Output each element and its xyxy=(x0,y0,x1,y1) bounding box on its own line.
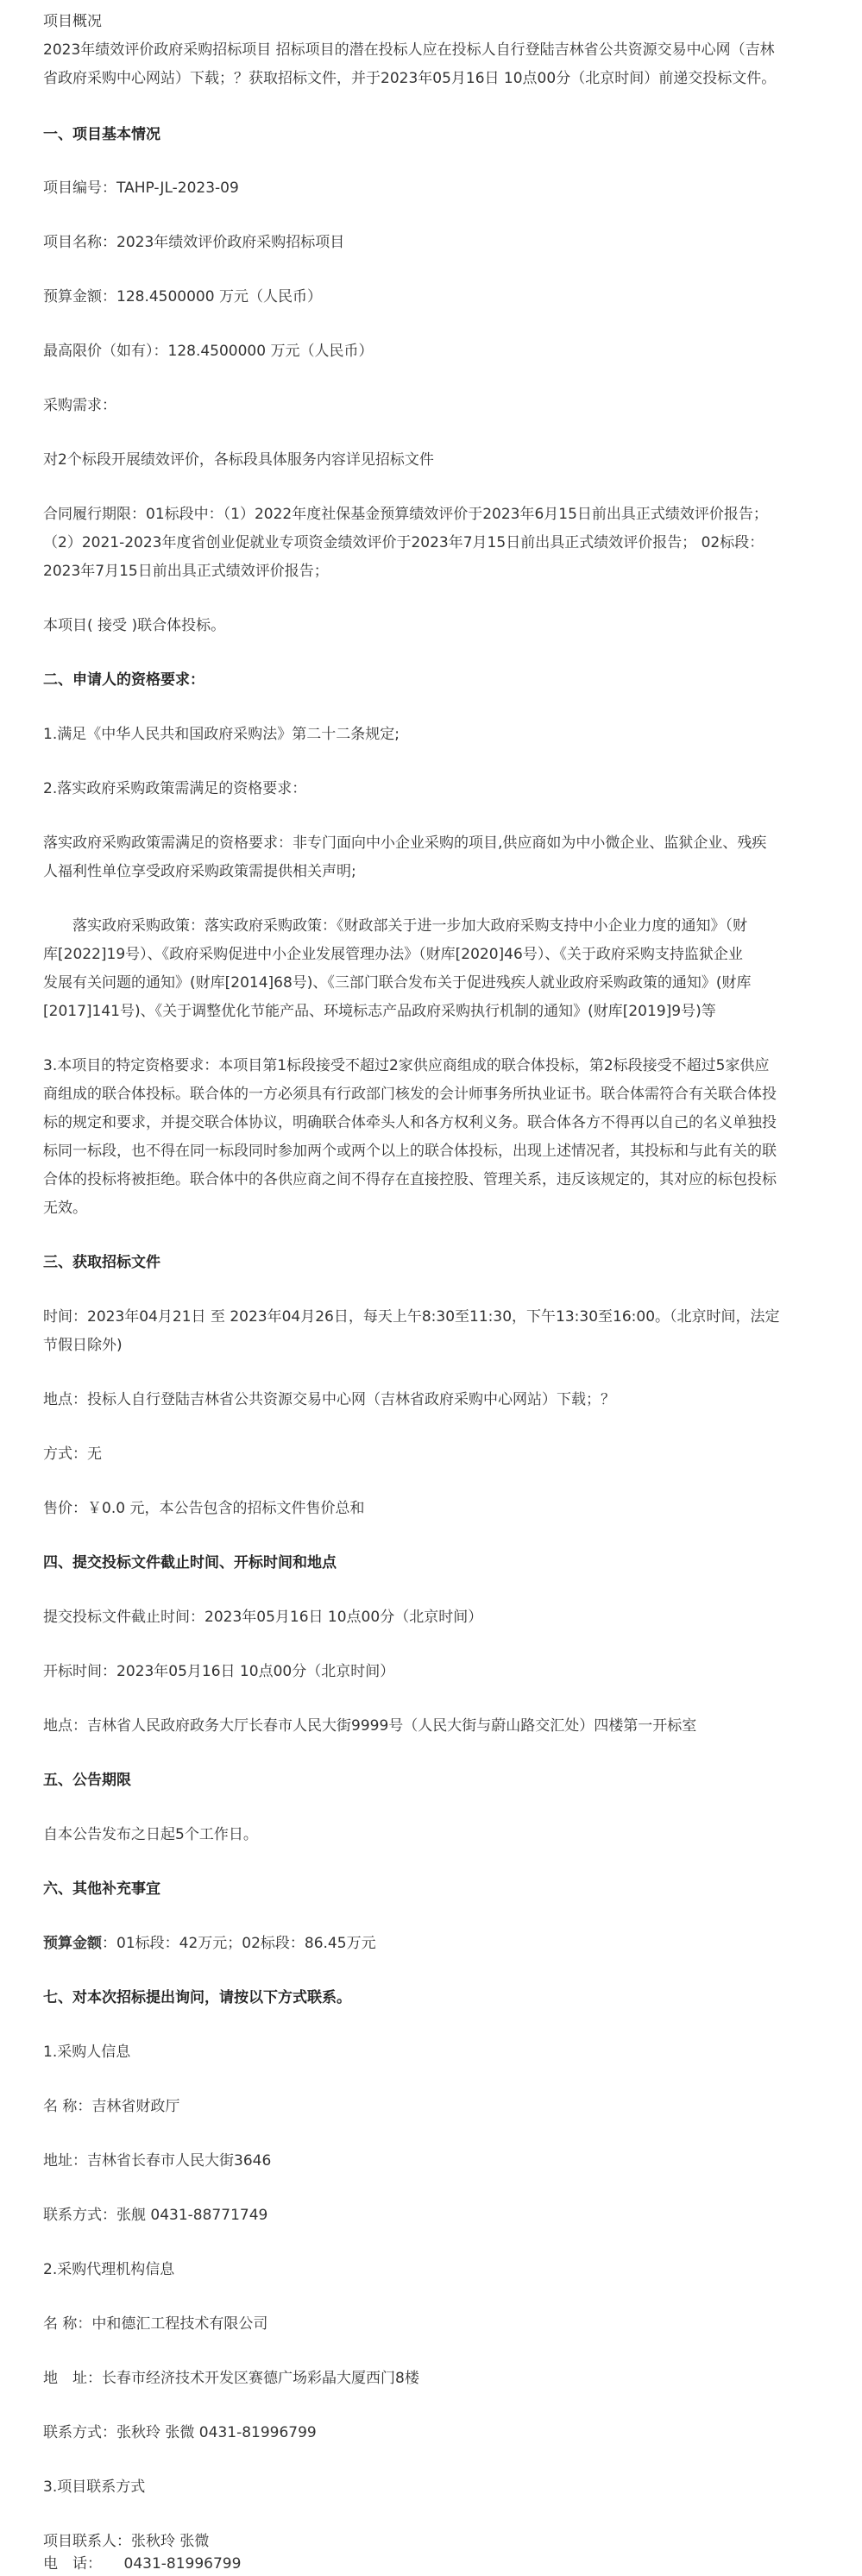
submission-deadline: 提交投标文件截止时间：2023年05月16日 10点00分（北京时间） xyxy=(43,1609,483,1626)
budget-amount: 预算金额：128.4500000 万元（人民币） xyxy=(43,288,322,305)
section-heading: 五、公告期限 xyxy=(43,1772,131,1789)
policy-line: 落实政府采购政策需满足的资格要求：非专门面向中小企业采购的项目,供应商如为中小微企业、监狱企业、残疾 xyxy=(43,835,767,852)
overview-line: 2023年绩效评价政府采购招标项目 招标项目的潜在投标人应在投标人自行登陆吉林省公共资源交易中心网（吉林 xyxy=(43,41,775,59)
budget-split: ：01标段：42万元；02标段：86.45万元 xyxy=(102,1935,376,1952)
agency-info-title: 2.采购代理机构信息 xyxy=(43,2261,175,2278)
section-heading: 三、获取招标文件 xyxy=(43,1254,160,1271)
consortium-note: 本项目( 接受 )联合体投标。 xyxy=(43,617,226,634)
buyer-address: 地址：吉林省长春市人民大街3646 xyxy=(43,2152,272,2170)
acquisition-time-line: 节假日除外) xyxy=(43,1337,123,1354)
buyer-info-title: 1.采购人信息 xyxy=(43,2044,131,2061)
project-name: 项目名称：2023年绩效评价政府采购招标项目 xyxy=(43,234,345,251)
special-qualification-line: 标同一标段，也不得在同一标段同时参加两个或两个以上的联合体投标，出现上述情况者，其投标和与此有关的联 xyxy=(43,1143,777,1160)
policy-line: 人福利性单位享受政府采购政策需提供相关声明; xyxy=(43,863,356,880)
special-qualification-line: 无效。 xyxy=(43,1200,87,1217)
project-contact-phone: 电 话： 0431-81996799 xyxy=(43,2555,242,2573)
budget-label: 预算金额 xyxy=(43,1935,102,1952)
overview-title: 项目概况 xyxy=(43,13,102,30)
opening-time: 开标时间：2023年05月16日 10点00分（北京时间） xyxy=(43,1663,395,1680)
buyer-name: 名 称：吉林省财政厅 xyxy=(43,2098,180,2115)
acquisition-place: 地点：投标人自行登陆吉林省公共资源交易中心网（吉林省政府采购中心网站）下载；？ xyxy=(43,1391,615,1408)
max-price: 最高限价（如有）：128.4500000 万元（人民币） xyxy=(43,343,374,360)
qualification-item: 1.满足《中华人民共和国政府采购法》第二十二条规定; xyxy=(43,726,400,743)
section-heading: 四、提交投标文件截止时间、开标时间和地点 xyxy=(43,1554,337,1571)
acquisition-method: 方式：无 xyxy=(43,1445,102,1463)
section-heading: 七、对本次招标提出询问，请按以下方式联系。 xyxy=(43,1989,351,2006)
policy-detail-line: 库[2022]19号）、《政府采购促进中小企业发展管理办法》（财库[2020]46号）、《关于政府采购支持监狱企业 xyxy=(43,946,743,963)
project-contact-person: 项目联系人：张秋玲 张微 xyxy=(43,2533,210,2550)
requirement-text: 对2个标段开展绩效评价，各标段具体服务内容详见招标文件 xyxy=(43,451,434,469)
section-heading: 二、申请人的资格要求： xyxy=(43,671,204,689)
project-contact-title: 3.项目联系方式 xyxy=(43,2478,146,2496)
special-qualification-line: 标的规定和要求，并提交联合体协议，明确联合体牵头人和各方权利义务。联合体各方不得再以自己的名义单独投 xyxy=(43,1114,777,1131)
section-heading: 六、其他补充事宜 xyxy=(43,1880,160,1898)
agency-address: 地 址：长春市经济技术开发区赛德广场彩晶大厦西门8楼 xyxy=(43,2370,419,2387)
opening-place: 地点：吉林省人民政府政务大厅长春市人民大街9999号（人民大街与蔚山路交汇处）四楼第一开标室 xyxy=(43,1717,697,1735)
special-qualification-line: 合体的投标将被拒绝。联合体中的各供应商之间不得存在直接控股、管理关系，违反该规定的，其对应的标包投标 xyxy=(43,1171,777,1188)
special-qualification-line: 商组成的联合体投标。联合体的一方必须具有行政部门核发的会计师事务所执业证书。联合体需符合有关联合体投 xyxy=(43,1086,777,1103)
buyer-contact: 联系方式：张舰 0431-88771749 xyxy=(43,2207,268,2224)
agency-name: 名 称：中和德汇工程技术有限公司 xyxy=(43,2315,268,2333)
qualification-item: 2.落实政府采购政策需满足的资格要求： xyxy=(43,780,307,797)
policy-detail-line: 落实政府采购政策：落实政府采购政策：《财政部关于进一步加大政府采购支持中小企业力度的通知》（财 xyxy=(72,917,747,935)
notice-period: 自本公告发布之日起5个工作日。 xyxy=(43,1826,258,1843)
policy-detail-line: [2017]141号)、《关于调整优化节能产品、环境标志产品政府采购执行机制的通知》(财库[2019]9号)等 xyxy=(43,1003,716,1020)
agency-contact: 联系方式：张秋玲 张微 0431-81996799 xyxy=(43,2424,317,2441)
document-price: 售价：￥0.0 元，本公告包含的招标文件售价总和 xyxy=(43,1500,365,1517)
acquisition-time-line: 时间：2023年04月21日 至 2023年04月26日，每天上午8:30至11:30，下午13:30至16:00。（北京时间，法定 xyxy=(43,1308,780,1326)
supplementary-budget xyxy=(43,1934,837,1953)
special-qualification-line: 3.本项目的特定资格要求：本项目第1标段接受不超过2家供应商组成的联合体投标，第2标段接受不超过5家供应 xyxy=(43,1057,770,1074)
contract-term-line: 合同履行期限：01标段中：（1）2022年度社保基金预算绩效评价于2023年6月15日前出具正式绩效评价报告； xyxy=(43,506,768,523)
contract-term-line: （2）2021-2023年度省创业促就业专项资金绩效评价于2023年7月15日前出具正式绩效评价报告； 02标段： xyxy=(43,534,764,551)
contract-term-line: 2023年7月15日前出具正式绩效评价报告； xyxy=(43,563,329,580)
section-heading: 一、项目基本情况 xyxy=(43,126,160,143)
project-number: 项目编号：TAHP-JL-2023-09 xyxy=(43,180,239,197)
requirement-label: 采购需求： xyxy=(43,397,116,414)
overview-line: 省政府采购中心网站）下载；？获取招标文件，并于2023年05月16日 10点00分（北京时间）前递交投标文件。 xyxy=(43,70,777,87)
policy-detail-line: 发展有关问题的通知》(财库[2014]68号)、《三部门联合发布关于促进残疾人就业政府采购政策的通知》(财库 xyxy=(43,974,752,992)
